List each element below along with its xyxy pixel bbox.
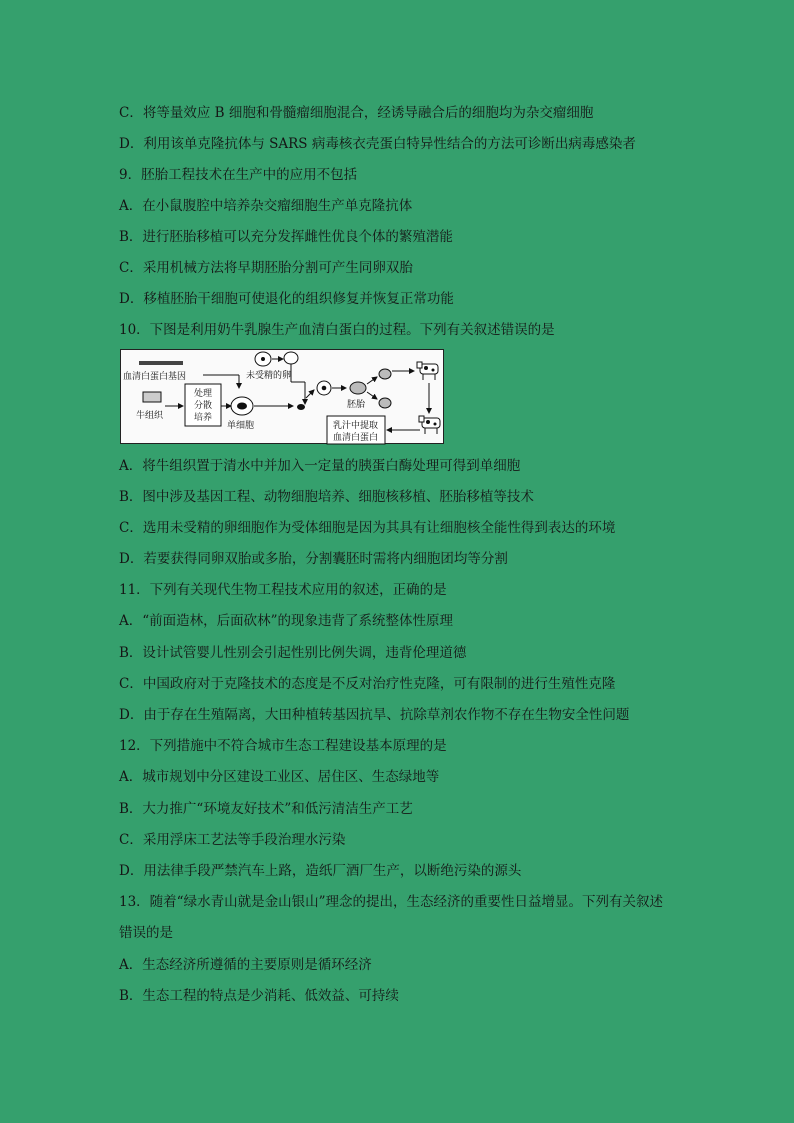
q13-stem-line-2: 错误的是 [119, 925, 173, 941]
q10-option-d: D．若要获得同卵双胎或多胎，分割囊胚时需将内细胞团均等分割 [119, 551, 508, 567]
split-embryo-2-icon [379, 398, 391, 408]
q12-option-c: C．采用浮床工艺法等手段治理水污染 [119, 832, 346, 848]
unfertilized-egg-label: 未受精的卵 [246, 371, 292, 381]
extract-line-2: 血清白蛋白 [333, 433, 379, 443]
cow-icon [417, 362, 438, 380]
q9-option-d: D．移植胚胎干细胞可使退化的组织修复并恢复正常功能 [119, 291, 454, 307]
q11-option-b: B．设计试管婴儿性别会引起性别比例失调，违背伦理道德 [119, 645, 467, 661]
q9-stem: 9．胚胎工程技术在生产中的应用不包括 [119, 167, 358, 183]
q8-option-c: C．将等量效应 B 细胞和骨髓瘤细胞混合，经诱导融合后的细胞均为杂交瘤细胞 [119, 105, 594, 121]
process-line-2: 分散 [194, 401, 213, 411]
transgenic-cow-icon [419, 416, 440, 434]
q12-option-b: B．大力推广“环境友好技术”和低污清洁生产工艺 [119, 801, 413, 817]
tissue-label: 牛组织 [136, 411, 164, 421]
embryo-icon [350, 382, 366, 394]
gene-bar-icon [139, 361, 183, 365]
q13-stem-line-1: 13．随着“绿水青山就是金山银山”理念的提出，生态经济的重要性日益增显。下列有关叙述 [119, 894, 663, 910]
q13-option-b: B．生态工程的特点是少消耗、低效益、可持续 [119, 988, 399, 1004]
tissue-icon [143, 392, 161, 402]
q9-option-c: C．采用机械方法将早期胚胎分割可产生同卵双胎 [119, 260, 413, 276]
q13-option-a: A．生态经济所遵循的主要原则是循环经济 [119, 957, 372, 973]
gene-label: 血清白蛋白基因 [123, 372, 187, 382]
process-line-3: 培养 [194, 413, 213, 423]
q12-option-a: A．城市规划中分区建设工业区、居住区、生态绿地等 [119, 769, 440, 785]
q11-option-c: C．中国政府对于克隆技术的态度是不反对治疗性克隆，可有限制的进行生殖性克隆 [119, 676, 616, 692]
q8-option-d: D．利用该单克隆抗体与 SARS 病毒核衣壳蛋白特异性结合的方法可诊断出病毒感染者 [119, 136, 636, 152]
embryo-label: 胚胎 [347, 400, 366, 410]
q12-option-d: D．用法律手段严禁汽车上路，造纸厂酒厂生产，以断绝污染的源头 [119, 863, 522, 879]
nucleus-icon [297, 404, 305, 410]
single-cell-label: 单细胞 [227, 421, 255, 431]
q9-option-b: B．进行胚胎移植可以充分发挥雌性优良个体的繁殖潜能 [119, 229, 453, 245]
q11-option-d: D．由于存在生殖隔离，大田种植转基因抗旱、抗除草剂农作物不存在生物安全性问题 [119, 707, 630, 723]
q11-option-a: A．“前面造林，后面砍林”的现象违背了系统整体性原理 [119, 613, 454, 629]
q12-stem: 12．下列措施中不符合城市生态工程建设基本原理的是 [119, 738, 447, 754]
q10-stem: 10．下图是利用奶牛乳腺生产血清白蛋白的过程。下列有关叙述错误的是 [119, 322, 555, 338]
extract-line-1: 乳汁中提取 [333, 421, 379, 431]
q10-option-b: B．图中涉及基因工程、动物细胞培养、细胞核移植、胚胎移植等技术 [119, 489, 534, 505]
albumin-production-diagram [120, 349, 444, 444]
enucleated-egg-icon [284, 352, 298, 364]
q10-option-a: A．将牛组织置于清水中并加入一定量的胰蛋白酶处理可得到单细胞 [119, 458, 521, 474]
q11-stem: 11．下列有关现代生物工程技术应用的叙述，正确的是 [119, 582, 447, 598]
process-line-1: 处理 [194, 389, 213, 399]
split-embryo-1-icon [379, 369, 391, 379]
q10-option-c: C．选用未受精的卵细胞作为受体细胞是因为其具有让细胞核全能性得到表达的环境 [119, 520, 616, 536]
q9-option-a: A．在小鼠腹腔中培养杂交瘤细胞生产单克隆抗体 [119, 198, 413, 214]
